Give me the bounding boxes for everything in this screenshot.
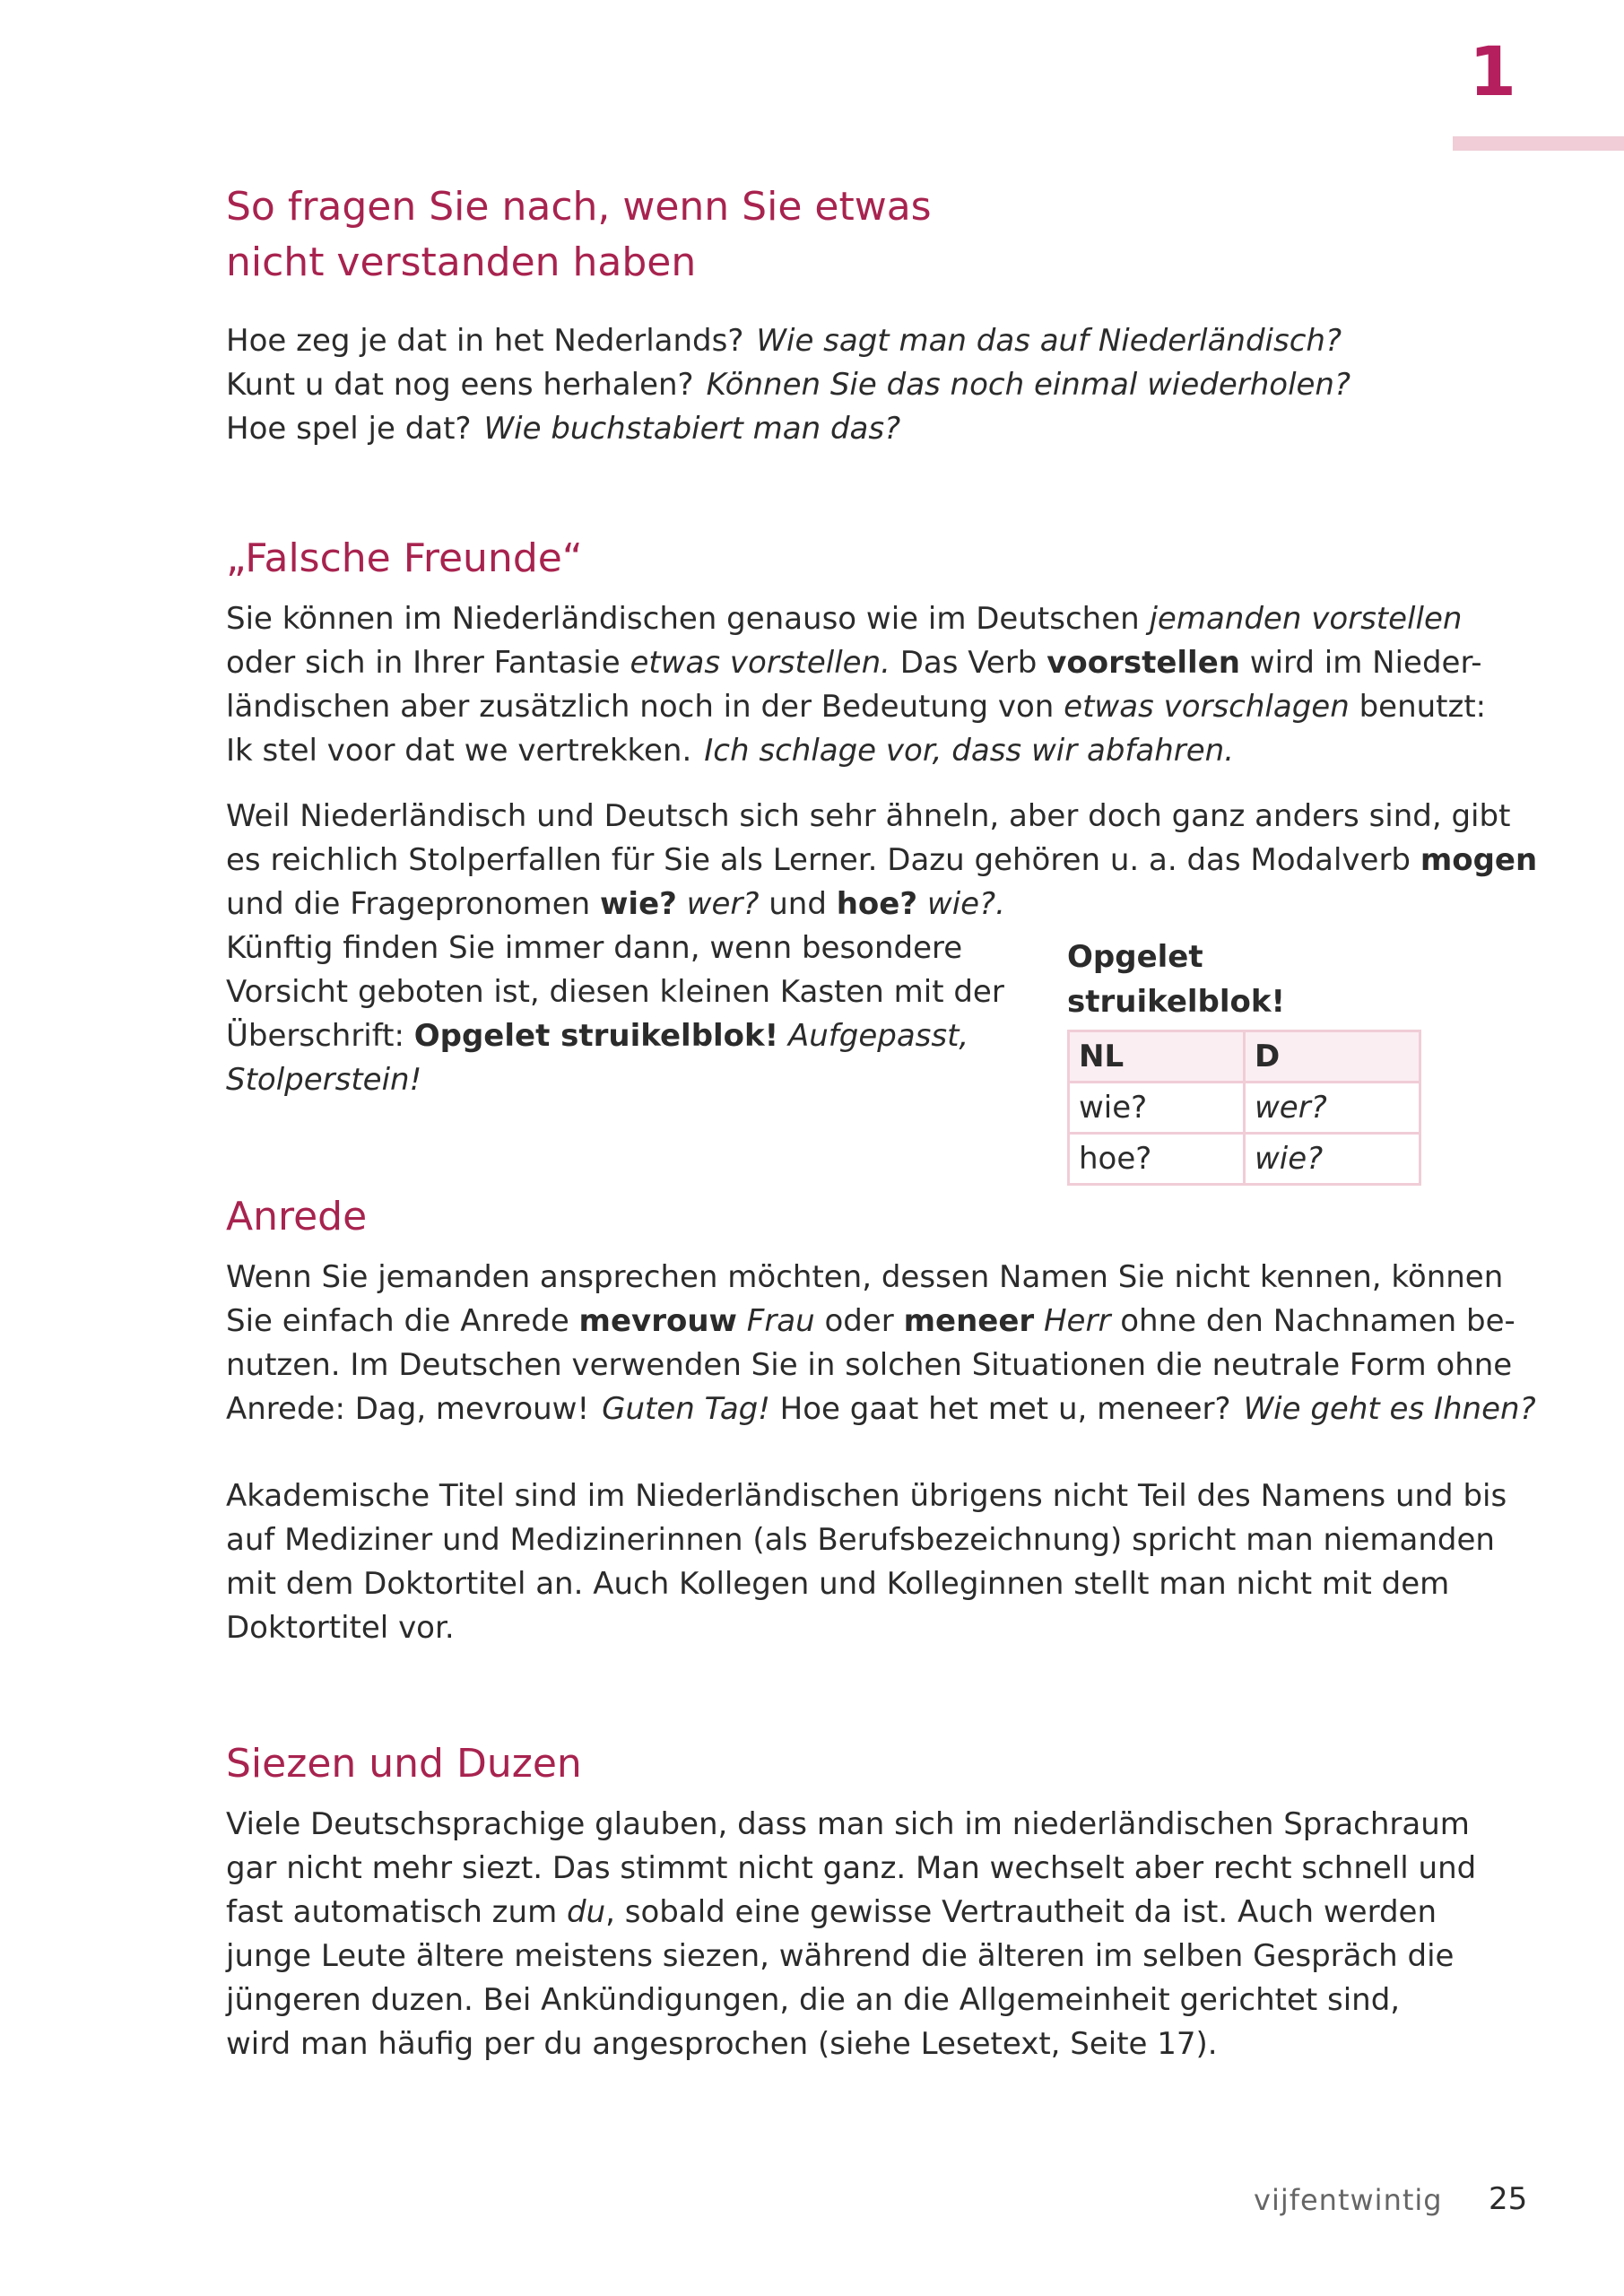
text-fragment: voorstellen <box>1046 645 1240 681</box>
title-line-1: So fragen Sie nach, wenn Sie etwas <box>226 184 932 230</box>
table-row <box>1069 1134 1420 1185</box>
paragraph <box>226 1256 1536 1431</box>
chapter-number: 1 <box>1469 31 1516 111</box>
text-line <box>226 597 1463 641</box>
text-line: Doktortitel vor. <box>226 1610 455 1646</box>
text-fragment: Opgelet struikelblok! <box>413 1018 779 1054</box>
section-nachfragen <box>226 179 1437 451</box>
text-fragment: Stolperstein! <box>226 1062 422 1098</box>
phrase-line <box>226 319 1437 363</box>
text-line: wird man häufig per du angesprochen (siehe Lesetext, Seite 17). <box>226 2026 1218 2062</box>
phrase-line <box>226 363 1437 407</box>
phrase-list <box>226 319 1437 451</box>
text-line: Viele Deutschsprachige glauben, dass man sich im niederländischen Sprachraum <box>226 1806 1470 1842</box>
text-line: Künftig finden Sie immer dann, wenn besondere <box>226 930 963 966</box>
table-header-cell: D <box>1245 1031 1420 1083</box>
page-number: 25 <box>1489 2181 1528 2217</box>
text-line <box>226 1300 1515 1344</box>
text-line <box>226 1387 1536 1431</box>
text-line: auf Mediziner und Medizinerinnen (als Berufsbezeichnung) spricht man niemanden <box>226 1522 1495 1558</box>
text-fragment: jemanden vorstellen <box>1149 601 1463 637</box>
text-fragment: fast automatisch zum <box>226 1894 567 1930</box>
text-fragment: etwas vorschlagen <box>1064 689 1350 725</box>
section-siezen-duzen <box>226 1736 1477 2066</box>
text-fragment: wer? <box>676 886 760 922</box>
phrase-de: Wie buchstabiert man das? <box>483 411 901 447</box>
table-cell: wie? <box>1245 1134 1420 1185</box>
section-title <box>226 179 1437 291</box>
text-fragment: es reichlich Stolperfallen für Sie als Lerner. Dazu gehören u. a. das Modalverb <box>226 842 1420 878</box>
text-fragment: Frau <box>736 1303 815 1339</box>
phrase-nl: Hoe zeg je dat in het Nederlands? <box>226 323 744 359</box>
phrase-de: Wie sagt man das auf Niederländisch? <box>756 323 1342 359</box>
text-line: mit dem Doktortitel an. Auch Kollegen und Kolleginnen stellt man nicht mit dem <box>226 1566 1450 1602</box>
table-cell: wer? <box>1245 1083 1420 1134</box>
phrase-nl: Kunt u dat nog eens herhalen? <box>226 367 694 403</box>
text-fragment: meneer <box>903 1303 1035 1339</box>
text-fragment: mogen <box>1420 842 1538 878</box>
table-header-row <box>1069 1031 1420 1083</box>
page-number-word: vijfentwintig <box>1254 2183 1443 2217</box>
table-cell: wie? <box>1069 1083 1245 1134</box>
text-line <box>226 641 1482 685</box>
phrase-line <box>226 407 1437 451</box>
text-fragment: Aufgepasst, <box>778 1018 969 1054</box>
section-anrede <box>226 1189 1536 1650</box>
text-fragment: Das Verb <box>890 645 1047 681</box>
phrase-nl: Hoe spel je dat? <box>226 411 472 447</box>
text-line <box>226 685 1487 729</box>
section-title: Anrede <box>226 1194 368 1239</box>
text-fragment: Sie können im Niederländischen genauso wie im Deutschen <box>226 601 1150 637</box>
section-title: Siezen und Duzen <box>226 1741 582 1787</box>
text-fragment: Herr <box>1034 1303 1111 1339</box>
chapter-accent-bar <box>1453 136 1624 151</box>
text-line: jüngeren duzen. Bei Ankündigungen, die an die Allgemeinheit gerichtet sind, <box>226 1982 1401 2018</box>
text-fragment: wird im Nieder- <box>1239 645 1482 681</box>
text-fragment: hoe? <box>836 886 918 922</box>
text-fragment: Anrede: Dag, mevrouw! <box>226 1391 590 1427</box>
box-title: Opgelet struikelblok! <box>1067 939 1285 1020</box>
text-line <box>226 1891 1437 1935</box>
text-fragment: ländischen aber zusätzlich noch in der Bedeutung von <box>226 689 1064 725</box>
text-line: nutzen. Im Deutschen verwenden Sie in solchen Situationen die neutrale Form ohne <box>226 1347 1513 1383</box>
text-fragment: mevrouw <box>578 1303 737 1339</box>
text-line <box>226 729 1437 773</box>
text-fragment: du <box>567 1894 606 1930</box>
text-fragment: benutzt: <box>1349 689 1487 725</box>
text-line: Weil Niederländisch und Deutsch sich sehr ähneln, aber doch ganz anders sind, gibt <box>226 798 1511 834</box>
table-cell: hoe? <box>1069 1134 1245 1185</box>
text-fragment: Hoe gaat het met u, meneer? <box>769 1391 1231 1427</box>
text-fragment: Überschrift: <box>226 1018 414 1054</box>
text-fragment: Sie einfach die Anrede <box>226 1303 579 1339</box>
text-fragment: etwas vorstellen. <box>630 645 890 681</box>
text-fragment: wie? <box>600 886 677 922</box>
paragraph <box>226 597 1487 773</box>
text-line: Akademische Titel sind im Niederländischen übrigens nicht Teil des Namens und bis <box>226 1478 1507 1514</box>
paragraph <box>226 1803 1477 2066</box>
table-header-cell: NL <box>1069 1031 1245 1083</box>
text-line: Wenn Sie jemanden ansprechen möchten, dessen Namen Sie nicht kennen, können <box>226 1259 1504 1295</box>
text-fragment: Ich schlage vor, dass wir abfahren. <box>704 733 1235 769</box>
text-line: Vorsicht geboten ist, diesen kleinen Kasten mit der <box>226 974 1004 1010</box>
text-fragment: wie?. <box>917 886 1005 922</box>
table-row <box>1069 1083 1420 1134</box>
text-line <box>226 839 1538 883</box>
text-fragment: Guten Tag! <box>602 1391 770 1427</box>
text-fragment: und die Fragepronomen <box>226 886 600 922</box>
phrase-de: Können Sie das noch einmal wiederholen? <box>706 367 1351 403</box>
text-line: gar nicht mehr siezt. Das stimmt nicht ganz. Man wechselt aber recht schnell und <box>226 1850 1477 1886</box>
struikelblok-box <box>1067 935 1421 1186</box>
struikelblok-table <box>1067 1030 1421 1186</box>
text-line: junge Leute ältere meistens siezen, während die älteren im selben Gespräch die <box>226 1938 1455 1974</box>
text-fragment: Ik stel voor dat we vertrekken. <box>226 733 692 769</box>
section-title: „Falsche Freunde“ <box>226 535 583 581</box>
title-line-2: nicht verstanden haben <box>226 239 697 285</box>
text-fragment: oder <box>814 1303 904 1339</box>
text-fragment: und <box>759 886 837 922</box>
text-fragment: ohne den Nachnamen be- <box>1110 1303 1515 1339</box>
text-fragment: oder sich in Ihrer Fantasie <box>226 645 630 681</box>
paragraph <box>226 1474 1507 1650</box>
text-fragment: Wie geht es Ihnen? <box>1243 1391 1536 1427</box>
text-line <box>226 883 1437 926</box>
text-fragment: , sobald eine gewisse Vertrautheit da ist. Auch werden <box>605 1894 1437 1930</box>
